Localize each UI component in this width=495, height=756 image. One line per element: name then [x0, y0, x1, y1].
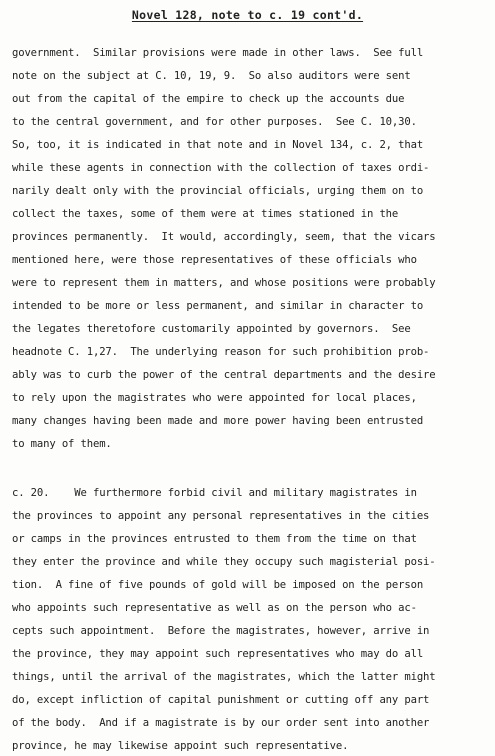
- note-line-5: So, too, it is indicated in that note and in Novel 134, c. 2, that: [12, 139, 424, 151]
- chapter-line-11: of the body. And if a magistrate is by our order sent into another: [12, 717, 430, 729]
- page-heading: Novel 128, note to c. 19 cont'd.: [131, 8, 364, 22]
- chapter-line-1: c. 20. We furthermore forbid civil and military magistrates in: [12, 487, 417, 499]
- note-line-13: the legates theretofore customarily appointed by governors. See: [12, 323, 411, 335]
- note-line-16: to rely upon the magistrates who were appointed for local places,: [12, 392, 417, 404]
- note-line-7: narily dealt only with the provincial officials, urging them on to: [12, 185, 424, 197]
- note-line-14: headnote C. 1,27. The underlying reason for such prohibition prob-: [12, 346, 430, 358]
- note-line-1: government. Similar provisions were made in other laws. See full: [12, 47, 424, 59]
- chapter-line-6: who appoints such representative as well as on the person who ac-: [12, 602, 417, 614]
- note-line-12: intended to be more or less permanent, and similar in character to: [12, 300, 424, 312]
- note-line-4: to the central government, and for other purposes. See C. 10,30.: [12, 116, 417, 128]
- note-line-15: ably was to curb the power of the central departments and the desire: [12, 369, 436, 381]
- note-line-10: mentioned here, were those representatives of these officials who: [12, 254, 417, 266]
- chapter-line-5: tion. A fine of five pounds of gold will be imposed on the person: [12, 579, 424, 591]
- chapter-line-2: the provinces to appoint any personal representatives in the cities: [12, 510, 430, 522]
- note-line-18: to many of them.: [12, 438, 112, 450]
- chapter-line-3: or camps in the provinces entrusted to them from the time on that: [12, 533, 417, 545]
- chapter-line-7: cepts such appointment. Before the magistrates, however, arrive in: [12, 625, 430, 637]
- note-line-11: were to represent them in matters, and whose positions were probably: [12, 277, 436, 289]
- chapter-line-10: do, except infliction of capital punishment or cutting off any part: [12, 694, 430, 706]
- chapter-line-4: they enter the province and while they occupy such magisterial posi-: [12, 556, 436, 568]
- chapter-line-8: the province, they may appoint such representatives who may do all: [12, 648, 424, 660]
- note-line-2: note on the subject at C. 10, 19, 9. So also auditors were sent: [12, 70, 411, 82]
- note-line-9: provinces permanently. It would, accordingly, seem, that the vicars: [12, 231, 436, 243]
- note-line-3: out from the capital of the empire to check up the accounts due: [12, 93, 405, 105]
- note-line-17: many changes having been made and more power having been entrusted: [12, 415, 424, 427]
- chapter-line-12: province, he may likewise appoint such representative.: [12, 740, 349, 752]
- chapter-line-9: things, until the arrival of the magistrates, which the latter might: [12, 671, 436, 683]
- note-line-6: while these agents in connection with the collection of taxes ordi-: [12, 162, 430, 174]
- note-line-8: collect the taxes, some of them were at times stationed in the: [12, 208, 399, 220]
